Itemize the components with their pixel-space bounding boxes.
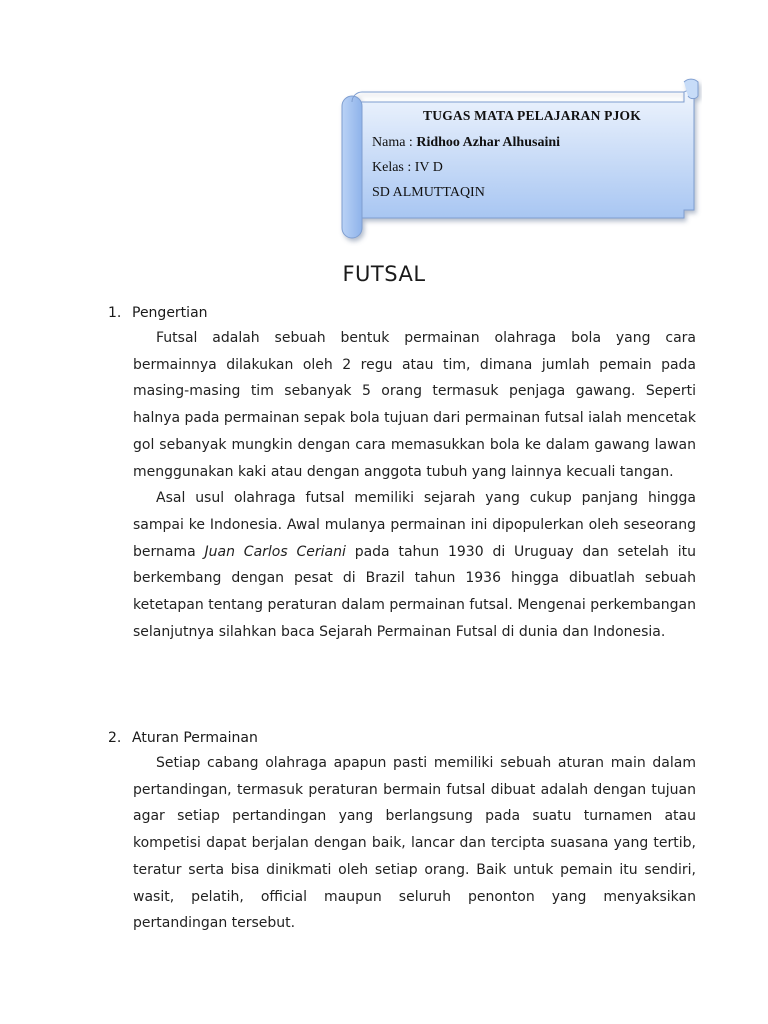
paragraph-text: Asal usul olahraga futsal memiliki sejarah yang cukup panjang hingga sampai ke Indonesia. Awal mulanya permainan ini dipopulerkan oleh seseorang bernama [133, 490, 696, 560]
header-info [372, 108, 682, 209]
name-line [372, 134, 682, 159]
section-title: Pengertian [132, 305, 208, 321]
class-line [372, 159, 682, 184]
person-name: Juan Carlos Ceriani [204, 543, 346, 560]
section-aturan-permainan [108, 726, 696, 937]
section-heading [108, 301, 696, 325]
section-number: 2. [108, 730, 122, 746]
section-heading [108, 726, 696, 750]
section-number: 1. [108, 305, 122, 321]
paragraph-text: pada tahun 1930 di Uruguay dan setelah itu berkembang dengan pesat di Brazil tahun 1936 hingga dibuatlah sebuah ketetapan tentang peraturan dalam permainan futsal. Mengenai perkembangan selanjutnya silahkan baca Sejarah Permainan Futsal di dunia dan Indonesia. [133, 543, 696, 640]
class-value: IV D [414, 160, 443, 175]
section-pengertian [108, 301, 696, 645]
name-label: Nama : [372, 135, 417, 150]
name-value: Ridhoo Azhar Alhusaini [416, 135, 561, 150]
assignment-title: TUGAS MATA PELAJARAN PJOK [423, 108, 641, 123]
page-title: FUTSAL [342, 262, 426, 286]
class-label: Kelas : [372, 160, 415, 175]
paragraph: Setiap cabang olahraga apapun pasti memiliki sebuah aturan main dalam pertandingan, termasuk peraturan bermain futsal dibuat adalah dengan tujuan agar setiap pertandingan yang berlangsung pada suatu turnamen atau kompetisi dapat berjalan dengan baik, lancar dan tercipta suasana yang tertib, teratur serta bisa dinikmati oleh setiap orang. Baik untuk pemain itu sendiri, wasit, pelatih, official maupun seluruh penonton yang menyaksikan pertandingan tersebut. [133, 755, 696, 932]
paragraph [133, 485, 696, 645]
section-title: Aturan Permainan [132, 730, 258, 746]
school-name: SD ALMUTTAQIN [372, 185, 485, 200]
paragraph: Futsal adalah sebuah bentuk permainan olahraga bola yang cara bermainnya dilakukan oleh 2 regu atau tim, dimana jumlah pemain pada masing-masing tim sebanyak 5 orang termasuk penjaga gawang. Seperti halnya pada permainan sepak bola tujuan dari permainan futsal ialah mencetak gol sebanyak mungkin dengan cara memasukkan bola ke dalam gawang lawan menggunakan kaki atau dengan anggota tubuh yang lainnya kecuali tangan. [133, 330, 696, 480]
